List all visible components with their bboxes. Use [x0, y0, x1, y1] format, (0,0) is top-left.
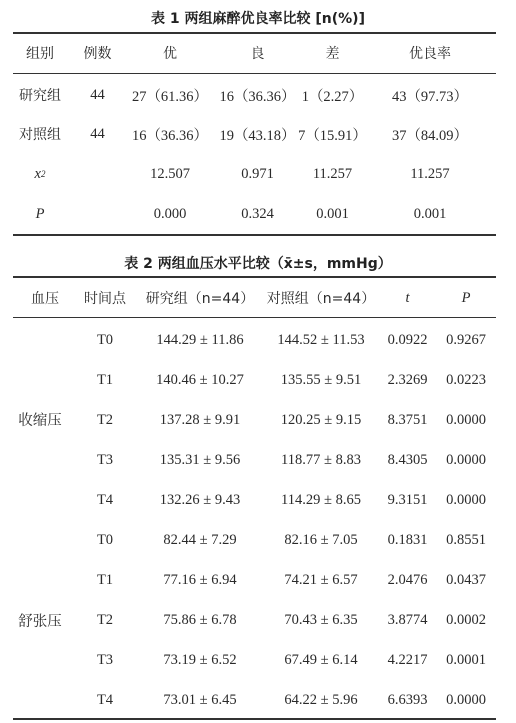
- t1-cell: 16（36.36）: [219, 88, 296, 105]
- t2-cell: 8.4305: [387, 451, 428, 468]
- t2-cell: 0.0922: [387, 331, 428, 348]
- t1-chi-sup: 2: [40, 169, 46, 179]
- t1-chi-square-label: [10, 154, 70, 194]
- t2-cell: 0.0000: [446, 491, 486, 508]
- table2-top-rule: [13, 276, 496, 278]
- t2-cell: 120.25 ± 9.15: [280, 411, 362, 428]
- t2-cell: 2.0476: [387, 572, 428, 589]
- t2-cell: T2: [96, 612, 114, 629]
- table2-row: [0, 641, 516, 681]
- t2-cell: 77.16 ± 6.94: [163, 572, 237, 589]
- table2-header-rule: [13, 317, 496, 318]
- table1-bottom-rule: [13, 234, 496, 236]
- t2-cell: 118.77 ± 8.83: [281, 451, 361, 468]
- table2-row: [0, 360, 516, 400]
- t2-cell: 137.28 ± 9.91: [159, 411, 241, 428]
- t2-header-t: t: [405, 289, 410, 306]
- t1-cell: 27（61.36）: [131, 88, 209, 105]
- t2-cell: 0.1831: [387, 532, 428, 549]
- t2-cell: 75.86 ± 6.78: [163, 612, 237, 629]
- t2-cell: T0: [96, 532, 114, 549]
- t1-header-poor: 差: [325, 46, 340, 62]
- t2-cell: 114.29 ± 8.65: [281, 491, 361, 508]
- t2-cell: 67.49 ± 6.14: [284, 652, 358, 669]
- t1-header-good: 良: [250, 46, 265, 62]
- t2-cell: T3: [96, 451, 114, 468]
- t1-cell: 11.257: [410, 165, 450, 182]
- table2-caption: 表 2 两组血压水平比较（x̄±s，mmHg）: [124, 256, 392, 272]
- t2-cell: T0: [96, 331, 114, 348]
- t2-cell: 70.43 ± 6.35: [284, 612, 358, 629]
- table2-bottom-rule: [13, 718, 496, 720]
- t2-cell: 9.3151: [387, 491, 428, 508]
- t2-cell: 64.22 ± 5.96: [284, 692, 358, 709]
- t2-group-diastolic: 舒张压: [18, 614, 62, 630]
- t2-cell: 0.8551: [446, 532, 486, 549]
- t1-cell: P: [35, 205, 45, 222]
- t2-cell: 6.6393: [387, 692, 428, 709]
- table1-row: [0, 195, 516, 233]
- t1-cell: 0.001: [413, 205, 447, 222]
- t1-cell: 44: [90, 125, 105, 142]
- t1-cell: 0.000: [153, 205, 187, 222]
- t2-cell: T4: [96, 491, 114, 508]
- t2-cell: 132.26 ± 9.43: [159, 491, 241, 508]
- t2-cell: 0.0223: [446, 371, 486, 388]
- t2-cell: 140.46 ± 10.27: [156, 371, 244, 388]
- t2-cell: 82.44 ± 7.29: [163, 532, 237, 549]
- t1-chi-symbol: x: [34, 165, 41, 182]
- table1-caption: 表 1 两组麻醉优良率比较 [n(%)]: [151, 11, 365, 27]
- t1-cell: 11.257: [312, 165, 353, 182]
- t1-cell: 37（84.09）: [391, 127, 469, 144]
- t2-cell: T4: [96, 692, 114, 709]
- table2-row: [0, 681, 516, 721]
- t1-header-rate: 优良率: [409, 46, 451, 62]
- table2-header-row: [0, 279, 516, 317]
- t2-cell: 4.2217: [387, 652, 428, 669]
- t1-cell: [75, 154, 120, 194]
- t2-cell: 0.0437: [446, 572, 486, 589]
- t1-cell: [75, 195, 120, 233]
- table2-row: [0, 521, 516, 561]
- t2-header-study: 研究组（n=44）: [145, 291, 255, 307]
- table2-row: [0, 400, 516, 440]
- table1-header-row: [0, 34, 516, 72]
- t2-header-p: P: [461, 289, 471, 306]
- t2-cell: 74.21 ± 6.57: [284, 572, 358, 589]
- table2-row: [0, 561, 516, 601]
- table2-row: [0, 440, 516, 480]
- t2-cell: 0.0001: [446, 652, 486, 669]
- t2-cell: 0.0000: [446, 411, 486, 428]
- t2-cell: 82.16 ± 7.05: [284, 532, 358, 549]
- t1-cell: 19（43.18）: [219, 127, 296, 144]
- t1-header-group: 组别: [26, 46, 54, 62]
- table1-header-rule: [13, 73, 496, 74]
- t2-cell: T3: [96, 652, 114, 669]
- t1-cell: 44: [90, 86, 105, 103]
- t1-cell: 16（36.36）: [131, 127, 209, 144]
- table2-row: [0, 320, 516, 360]
- table2-row: [0, 601, 516, 641]
- t1-cell: 研究组: [19, 88, 61, 104]
- t2-cell: T1: [96, 371, 114, 388]
- t2-cell: 2.3269: [387, 371, 428, 388]
- t2-header-control: 对照组（n=44）: [266, 291, 376, 307]
- t2-cell: 0.0002: [446, 612, 486, 629]
- t2-cell: 3.8774: [387, 612, 428, 629]
- t2-cell: 144.29 ± 11.86: [156, 331, 244, 348]
- t1-cell: 0.971: [241, 165, 274, 182]
- t2-cell: T2: [96, 411, 114, 428]
- table1-row: [0, 115, 516, 153]
- t1-cell: 1（2.27）: [301, 88, 364, 105]
- t2-cell: 73.01 ± 6.45: [163, 692, 237, 709]
- t1-cell: 对照组: [19, 127, 61, 143]
- t1-cell: 7（15.91）: [298, 127, 367, 144]
- t1-cell: 43（97.73）: [391, 88, 469, 105]
- t2-cell: 135.31 ± 9.56: [159, 451, 241, 468]
- t2-cell: 0.0000: [446, 451, 486, 468]
- t1-cell: 0.001: [316, 205, 349, 222]
- t2-cell: T1: [96, 572, 114, 589]
- t2-cell: 144.52 ± 11.53: [277, 331, 365, 348]
- t2-header-bp: 血压: [31, 291, 59, 307]
- t1-cell: 0.324: [241, 205, 274, 222]
- t2-cell: 0.9267: [446, 331, 486, 348]
- t1-header-count: 例数: [83, 46, 112, 62]
- table1-row: [0, 154, 516, 194]
- t2-group-systolic: 收缩压: [18, 413, 62, 429]
- t2-cell: 0.0000: [446, 692, 486, 709]
- t1-header-excellent: 优: [163, 46, 177, 62]
- table2-row: [0, 480, 516, 520]
- t1-cell: 12.507: [150, 165, 190, 182]
- t2-header-timepoint: 时间点: [84, 291, 126, 307]
- t2-cell: 73.19 ± 6.52: [163, 652, 237, 669]
- t2-cell: 8.3751: [387, 411, 428, 428]
- table1-row: [0, 76, 516, 114]
- t2-cell: 135.55 ± 9.51: [280, 371, 362, 388]
